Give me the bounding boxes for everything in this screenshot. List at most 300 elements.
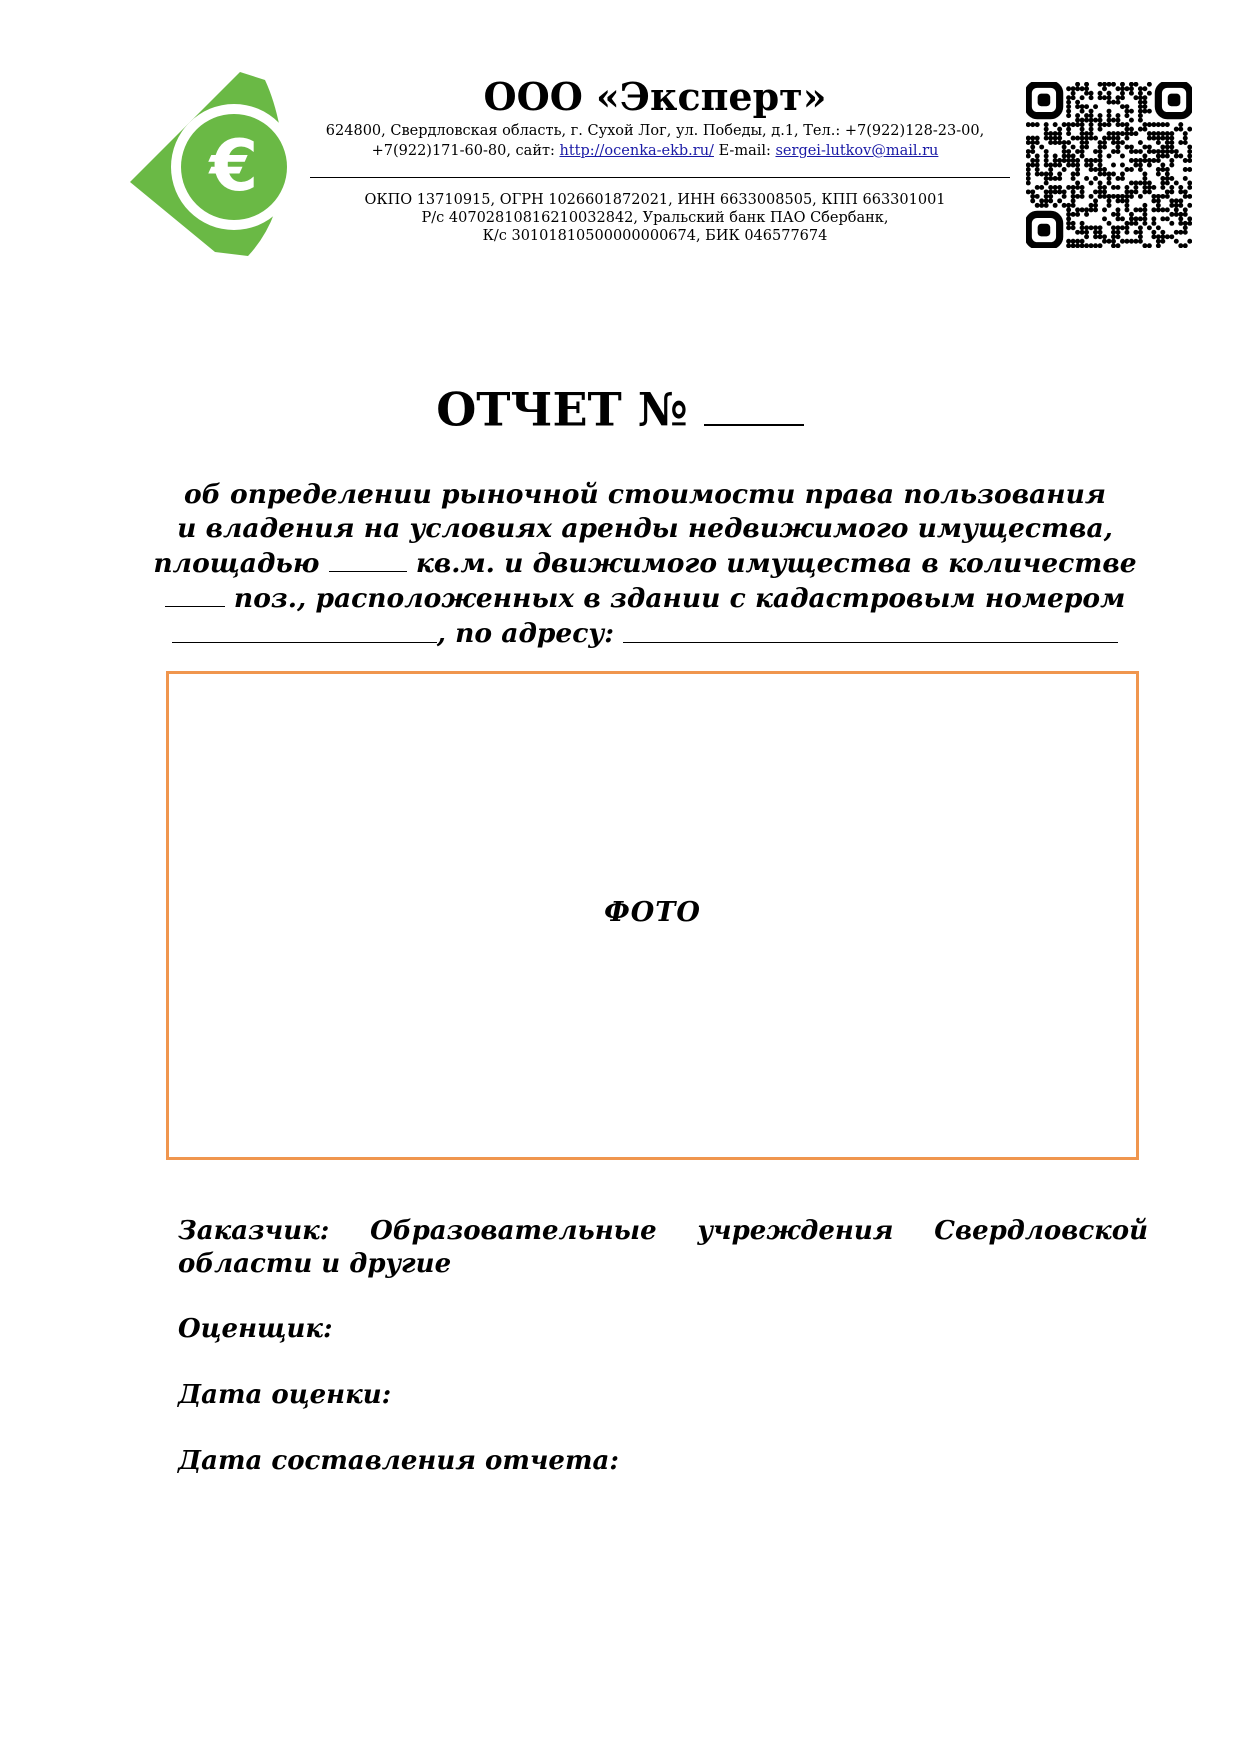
qr-module (1102, 207, 1107, 212)
qr-module (1107, 198, 1112, 203)
qr-module (1138, 109, 1143, 114)
qr-module (1098, 145, 1103, 150)
qr-module (1142, 216, 1147, 221)
qr-module (1111, 163, 1116, 168)
address-blank[interactable] (623, 616, 1118, 642)
qr-module (1165, 194, 1170, 199)
qr-module (1111, 149, 1116, 154)
qr-module (1080, 109, 1085, 114)
qr-module (1133, 149, 1138, 154)
qr-module (1093, 189, 1098, 194)
qr-module (1142, 180, 1147, 185)
qr-module (1174, 212, 1179, 217)
qr-module (1187, 145, 1192, 150)
qr-module (1098, 118, 1103, 123)
qr-module (1160, 163, 1165, 168)
qr-module (1098, 180, 1103, 185)
qr-module (1151, 194, 1156, 199)
report-number-blank[interactable] (704, 380, 804, 426)
qr-module (1084, 86, 1089, 91)
qr-module (1035, 172, 1040, 177)
qr-module (1080, 243, 1085, 248)
qr-module (1075, 136, 1080, 141)
qr-module (1156, 149, 1161, 154)
qr-module (1138, 113, 1143, 118)
qr-module (1147, 189, 1152, 194)
qr-module (1080, 86, 1085, 91)
qr-module (1048, 185, 1053, 190)
qr-module (1151, 136, 1156, 141)
qr-module (1178, 221, 1183, 226)
qr-module (1062, 145, 1067, 150)
qr-module (1160, 230, 1165, 235)
qr-module (1107, 113, 1112, 118)
qr-module (1030, 145, 1035, 150)
qr-module (1066, 185, 1071, 190)
qr-module (1098, 158, 1103, 163)
qr-module (1165, 149, 1170, 154)
requisites-line: Р/с 40702810816210032842, Уральский банк ПАО Сбербанк, (421, 210, 889, 226)
qr-module (1084, 91, 1089, 96)
qr-module (1071, 212, 1076, 217)
contacts-line (305, 141, 1005, 161)
company-contacts (305, 121, 1005, 161)
qr-module (1084, 176, 1089, 181)
qr-module (1044, 176, 1049, 181)
qr-module (1066, 131, 1071, 136)
qr-module (1124, 145, 1129, 150)
qr-module (1089, 122, 1094, 127)
qr-module (1066, 225, 1071, 230)
qr-module (1133, 131, 1138, 136)
qr-module (1120, 122, 1125, 127)
qr-module (1156, 203, 1161, 208)
qr-module (1075, 82, 1080, 87)
qr-module (1160, 145, 1165, 150)
qr-module (1165, 176, 1170, 181)
qr-module (1165, 189, 1170, 194)
qr-module (1098, 113, 1103, 118)
qr-module (1071, 194, 1076, 199)
area-blank[interactable] (329, 546, 407, 572)
qr-module (1107, 221, 1112, 226)
qr-module (1071, 243, 1076, 248)
qr-module (1089, 109, 1094, 114)
qr-module (1053, 185, 1058, 190)
qr-module (1116, 176, 1121, 181)
customer-line (178, 1215, 1148, 1248)
qr-module (1147, 82, 1152, 87)
qr-module (1120, 131, 1125, 136)
qr-module (1187, 158, 1192, 163)
qr-module (1116, 216, 1121, 221)
qr-module (1165, 136, 1170, 141)
quantity-blank[interactable] (165, 581, 225, 607)
qr-module (1178, 230, 1183, 235)
qr-module (1026, 149, 1031, 154)
qr-module (1183, 158, 1188, 163)
qr-module (1035, 122, 1040, 127)
qr-module (1138, 127, 1143, 132)
qr-module (1102, 172, 1107, 177)
qr-module (1156, 154, 1161, 159)
qr-module (1098, 225, 1103, 230)
qr-module (1129, 216, 1134, 221)
qr-module (1124, 136, 1129, 141)
qr-module (1183, 140, 1188, 145)
qr-module (1133, 230, 1138, 235)
qr-module (1039, 198, 1044, 203)
qr-module (1044, 136, 1049, 141)
qr-module (1151, 216, 1156, 221)
qr-module (1124, 167, 1129, 172)
qr-module (1160, 216, 1165, 221)
qr-module (1089, 127, 1094, 132)
qr-module (1098, 189, 1103, 194)
qr-module (1111, 212, 1116, 217)
qr-module (1169, 145, 1174, 150)
qr-module (1187, 154, 1192, 159)
qr-code (1026, 82, 1192, 248)
qr-module (1030, 122, 1035, 127)
qr-module (1066, 212, 1071, 217)
qr-module (1075, 86, 1080, 91)
qr-module (1107, 95, 1112, 100)
qr-module (1102, 145, 1107, 150)
qr-module (1111, 172, 1116, 177)
qr-module (1133, 207, 1138, 212)
qr-module (1151, 122, 1156, 127)
qr-module (1084, 140, 1089, 145)
qr-module (1147, 180, 1152, 185)
qr-module (1089, 243, 1094, 248)
qr-module (1102, 136, 1107, 141)
qr-module (1030, 136, 1035, 141)
qr-module (1102, 140, 1107, 145)
subtitle-address-label: , по адресу: (436, 618, 615, 650)
qr-module (1035, 136, 1040, 141)
qr-module (1178, 122, 1183, 127)
qr-module (1053, 176, 1058, 181)
qr-module (1124, 230, 1129, 235)
qr-module (1044, 172, 1049, 177)
qr-module (1142, 207, 1147, 212)
qr-module (1084, 104, 1089, 109)
customer-block (178, 1215, 1148, 1281)
qr-module (1165, 180, 1170, 185)
qr-module (1174, 239, 1179, 244)
qr-module (1107, 91, 1112, 96)
qr-module (1066, 207, 1071, 212)
qr-module (1160, 176, 1165, 181)
qr-module (1142, 100, 1147, 105)
qr-module (1026, 140, 1031, 145)
qr-module (1084, 225, 1089, 230)
qr-module (1066, 158, 1071, 163)
qr-module (1030, 140, 1035, 145)
qr-module (1107, 176, 1112, 181)
qr-module (1133, 221, 1138, 226)
qr-module (1093, 136, 1098, 141)
qr-module (1187, 149, 1192, 154)
qr-module (1026, 176, 1031, 181)
qr-module (1084, 136, 1089, 141)
qr-module (1147, 149, 1152, 154)
qr-module (1120, 82, 1125, 87)
qr-module (1053, 189, 1058, 194)
qr-module (1107, 172, 1112, 177)
qr-module (1044, 203, 1049, 208)
qr-module (1129, 167, 1134, 172)
qr-module (1066, 163, 1071, 168)
qr-module (1080, 122, 1085, 127)
qr-module (1093, 118, 1098, 123)
qr-module (1111, 140, 1116, 145)
qr-module (1089, 118, 1094, 123)
qr-module (1178, 140, 1183, 145)
qr-module (1102, 234, 1107, 239)
qr-module (1030, 194, 1035, 199)
qr-module (1048, 194, 1053, 199)
qr-module (1107, 239, 1112, 244)
cadastral-number-blank[interactable] (172, 616, 437, 642)
qr-module (1093, 104, 1098, 109)
qr-module (1035, 203, 1040, 208)
qr-module (1093, 243, 1098, 248)
qr-module (1030, 189, 1035, 194)
qr-module (1169, 140, 1174, 145)
qr-module (1107, 154, 1112, 159)
qr-module (1147, 185, 1152, 190)
qr-module (1169, 212, 1174, 217)
qr-module (1107, 122, 1112, 127)
qr-module (1098, 167, 1103, 172)
qr-module (1080, 221, 1085, 226)
qr-module (1138, 163, 1143, 168)
qr-module (1174, 207, 1179, 212)
qr-module (1116, 207, 1121, 212)
qr-module (1183, 194, 1188, 199)
qr-module (1102, 167, 1107, 172)
qr-module (1116, 145, 1121, 150)
qr-module (1093, 230, 1098, 235)
qr-module (1098, 122, 1103, 127)
qr-module (1089, 163, 1094, 168)
qr-module (1080, 127, 1085, 132)
qr-module (1098, 95, 1103, 100)
qr-module (1075, 113, 1080, 118)
qr-module (1178, 216, 1183, 221)
qr-module (1084, 131, 1089, 136)
qr-module (1129, 158, 1134, 163)
qr-module (1156, 167, 1161, 172)
qr-module (1057, 198, 1062, 203)
qr-module (1165, 131, 1170, 136)
subtitle-line: и владения на условиях аренды недвижимого имущества, (177, 513, 1113, 544)
qr-module (1129, 118, 1134, 123)
qr-module (1093, 198, 1098, 203)
qr-module (1156, 122, 1161, 127)
qr-module (1093, 158, 1098, 163)
qr-module (1066, 109, 1071, 114)
qr-module (1089, 207, 1094, 212)
qr-module (1048, 131, 1053, 136)
qr-module (1183, 225, 1188, 230)
qr-module (1098, 243, 1103, 248)
qr-module (1147, 109, 1152, 114)
qr-module (1102, 82, 1107, 87)
subtitle-line (150, 581, 1140, 616)
qr-module (1057, 185, 1062, 190)
qr-module (1080, 118, 1085, 123)
qr-module (1116, 225, 1121, 230)
qr-module (1084, 163, 1089, 168)
qr-module (1089, 131, 1094, 136)
qr-module (1093, 167, 1098, 172)
site-link[interactable]: http://ocenka-ekb.ru/ (559, 143, 714, 159)
qr-module (1089, 95, 1094, 100)
qr-module (1124, 225, 1129, 230)
qr-module (1044, 127, 1049, 132)
qr-module (1071, 239, 1076, 244)
qr-module (1098, 154, 1103, 159)
qr-module (1178, 185, 1183, 190)
qr-module (1120, 225, 1125, 230)
qr-module (1160, 149, 1165, 154)
qr-module (1129, 239, 1134, 244)
qr-module (1169, 149, 1174, 154)
qr-module (1084, 234, 1089, 239)
qr-module (1142, 122, 1147, 127)
qr-module (1124, 113, 1129, 118)
qr-module (1098, 82, 1103, 87)
qr-module (1071, 145, 1076, 150)
qr-module (1035, 185, 1040, 190)
qr-module (1030, 158, 1035, 163)
qr-module (1147, 158, 1152, 163)
qr-module (1187, 194, 1192, 199)
qr-module (1116, 140, 1121, 145)
report-subtitle (150, 478, 1140, 652)
qr-module (1120, 198, 1125, 203)
qr-module (1156, 140, 1161, 145)
qr-module (1048, 140, 1053, 145)
company-name: ООО «Эксперт» (483, 74, 827, 119)
qr-module (1129, 86, 1134, 91)
qr-module (1116, 113, 1121, 118)
qr-module (1129, 131, 1134, 136)
qr-module (1071, 221, 1076, 226)
qr-module (1138, 230, 1143, 235)
qr-module (1174, 127, 1179, 132)
qr-module (1071, 158, 1076, 163)
qr-module (1142, 127, 1147, 132)
qr-module (1169, 136, 1174, 141)
qr-module (1120, 172, 1125, 177)
qr-module (1156, 239, 1161, 244)
qr-module (1062, 140, 1067, 145)
qr-module (1156, 131, 1161, 136)
qr-module (1160, 167, 1165, 172)
qr-module (1107, 131, 1112, 136)
qr-module (1080, 225, 1085, 230)
qr-module (1165, 167, 1170, 172)
customer-word: учреждения (697, 1216, 894, 1246)
qr-module (1048, 136, 1053, 141)
qr-module (1129, 82, 1134, 87)
qr-module (1116, 230, 1121, 235)
qr-module (1062, 149, 1067, 154)
qr-module (1071, 203, 1076, 208)
qr-module (1156, 234, 1161, 239)
qr-module (1026, 189, 1031, 194)
qr-module (1075, 230, 1080, 235)
qr-module (1044, 149, 1049, 154)
qr-code-icon (1026, 82, 1192, 248)
qr-module (1138, 104, 1143, 109)
qr-module (1080, 136, 1085, 141)
qr-module (1120, 239, 1125, 244)
qr-module (1080, 230, 1085, 235)
address-line: 624800, Свердловская область, г. Сухой Лог, ул. Победы, д.1, Тел.: +7(922)128-23-00, (325, 123, 985, 139)
qr-module (1102, 189, 1107, 194)
qr-module (1116, 198, 1121, 203)
qr-module (1084, 158, 1089, 163)
qr-module (1120, 163, 1125, 168)
qr-module (1120, 95, 1125, 100)
qr-module (1062, 194, 1067, 199)
qr-module (1048, 163, 1053, 168)
qr-module (1089, 194, 1094, 199)
qr-module (1044, 122, 1049, 127)
phone-site-label: +7(922)171-60-80, сайт: (371, 143, 555, 159)
qr-module (1035, 194, 1040, 199)
qr-module (1174, 154, 1179, 159)
qr-module (1156, 136, 1161, 141)
qr-module (1098, 185, 1103, 190)
qr-module (1147, 145, 1152, 150)
qr-module (1066, 221, 1071, 226)
qr-module (1071, 185, 1076, 190)
qr-module (1111, 234, 1116, 239)
qr-module (1053, 140, 1058, 145)
qr-module (1102, 95, 1107, 100)
qr-module (1084, 230, 1089, 235)
requisites-line: ОКПО 13710915, ОГРН 1026601872021, ИНН 6633008505, КПП 663301001 (364, 192, 946, 208)
qr-module (1116, 185, 1121, 190)
qr-module (1084, 82, 1089, 87)
qr-module (1035, 163, 1040, 168)
qr-module (1084, 118, 1089, 123)
qr-module (1151, 207, 1156, 212)
qr-module (1048, 189, 1053, 194)
qr-module (1147, 243, 1152, 248)
email-link[interactable]: sergei-lutkov@mail.ru (775, 143, 939, 159)
qr-module (1102, 185, 1107, 190)
qr-module (1169, 234, 1174, 239)
qr-module (1098, 140, 1103, 145)
photo-label: ФОТО (604, 897, 701, 928)
qr-module (1142, 95, 1147, 100)
qr-module (1098, 163, 1103, 168)
qr-module (1048, 176, 1053, 181)
qr-module (1089, 136, 1094, 141)
qr-module (1089, 167, 1094, 172)
qr-module (1124, 86, 1129, 91)
qr-module (1057, 136, 1062, 141)
qr-module (1138, 180, 1143, 185)
qr-module (1107, 118, 1112, 123)
